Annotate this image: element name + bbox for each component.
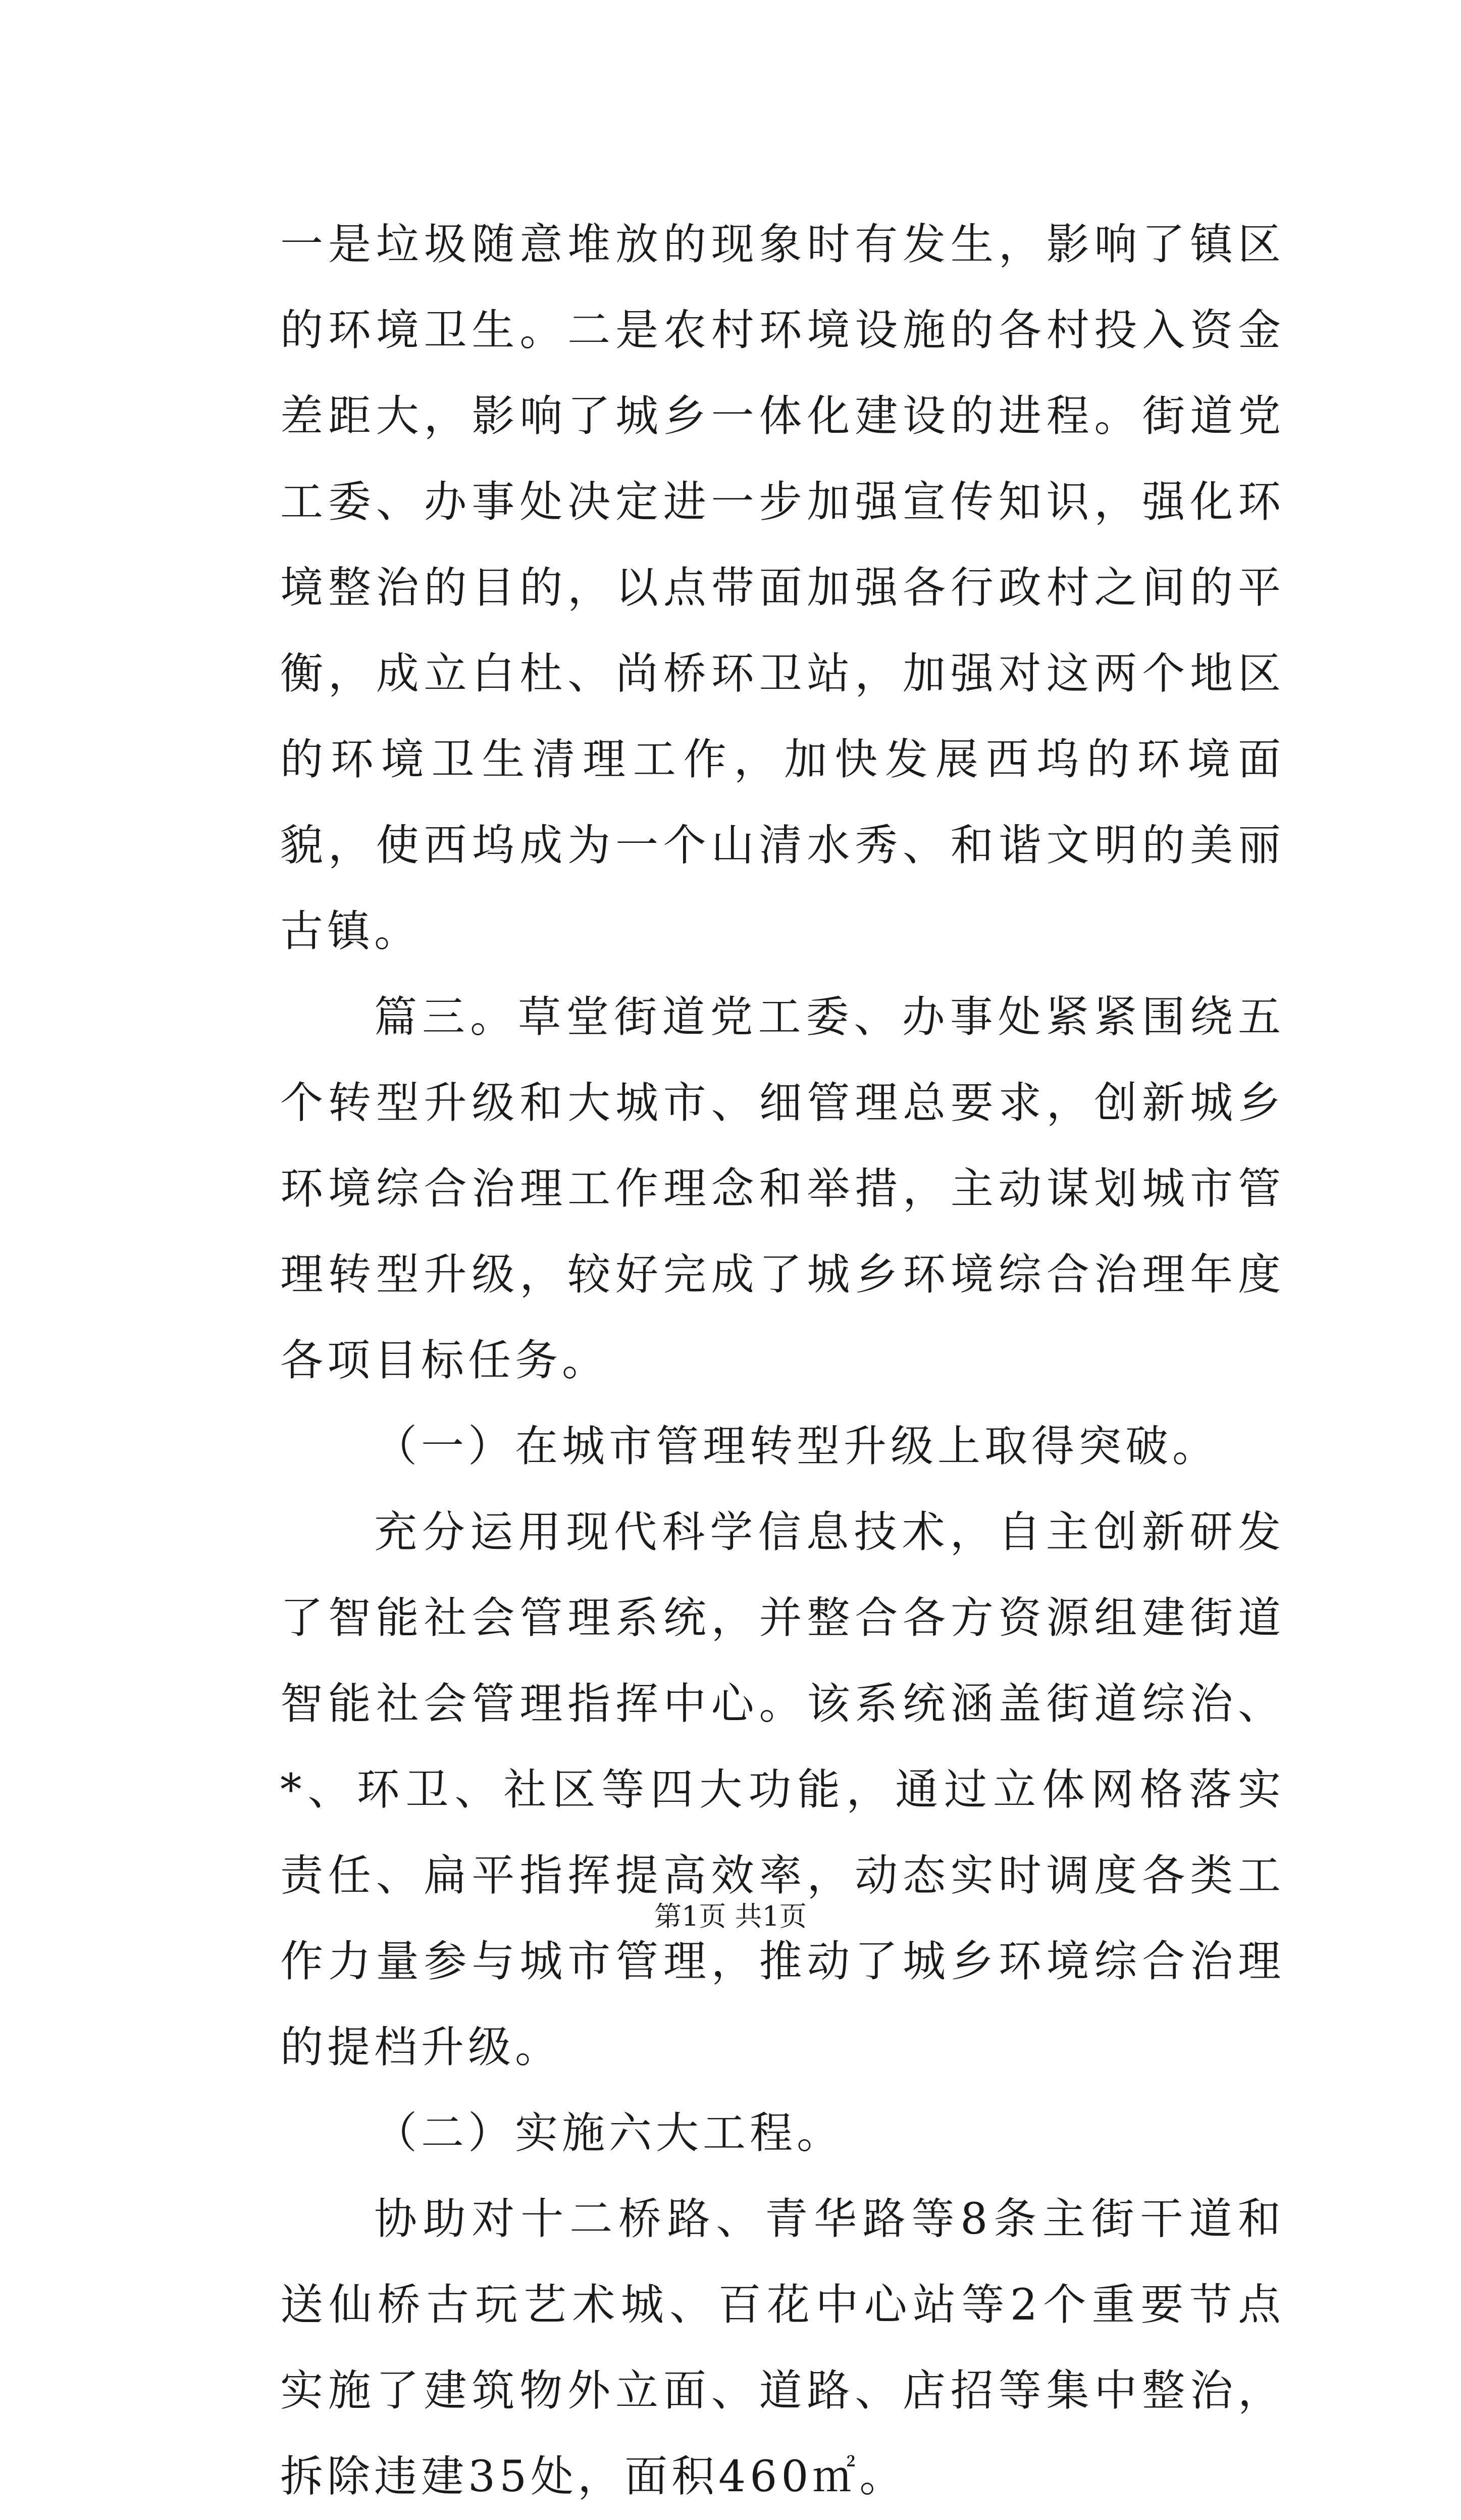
paragraph-smart-management: 充分运用现代科学信息技术，自主创新研发了智能社会管理系统，并整合各方资源组建街道智能社会管理指挥中心。该系统涵盖街道综治、*、环卫、社区等四大功能，通过立体网格落实责任、扁平指挥提高效率，动态实时调度各类工作力量参与城市管理，推动了城乡环境综合治理的提档升级。 (280, 1507, 1285, 2073)
paragraph-street-renovation: 协助对十二桥路、青华路等8条主街干道和送仙桥古玩艺术城、百花中心站等2个重要节点实施了建筑物外立面、道路、店招等集中整治，拆除违建35处，面积460㎡。 (280, 2194, 1285, 2502)
document-body (280, 202, 1285, 2520)
section-heading-one: （一）在城市管理转型升级上取得突破。 (374, 1422, 1220, 1472)
page-number-footer: 第1页 共1页 (654, 1900, 807, 1932)
paragraph-part-three-intro: 篇三。草堂街道党工委、办事处紧紧围绕五个转型升级和大城市、细管理总要求，创新城乡环境综合治理工作理念和举措，主动谋划城市管理转型升级，较好完成了城乡环境综合治理年度各项目标任务。 (280, 992, 1285, 1386)
paragraph-continuation: 一是垃圾随意堆放的现象时有发生，影响了镇区的环境卫生。二是农村环境设施的各村投入资金差距大，影响了城乡一体化建设的进程。街道党工委、办事处决定进一步加强宣传知识，强化环境整治的目的，以点带面加强各行政村之间的平衡，成立白杜、尚桥环卫站，加强对这两个地区的环境卫生清理工作，加快发展西坞的环境面貌，使西坞成为一个山清水秀、和谐文明的美丽古镇。 (280, 220, 1285, 956)
section-heading-two: （二）实施六大工程。 (374, 2108, 844, 2158)
